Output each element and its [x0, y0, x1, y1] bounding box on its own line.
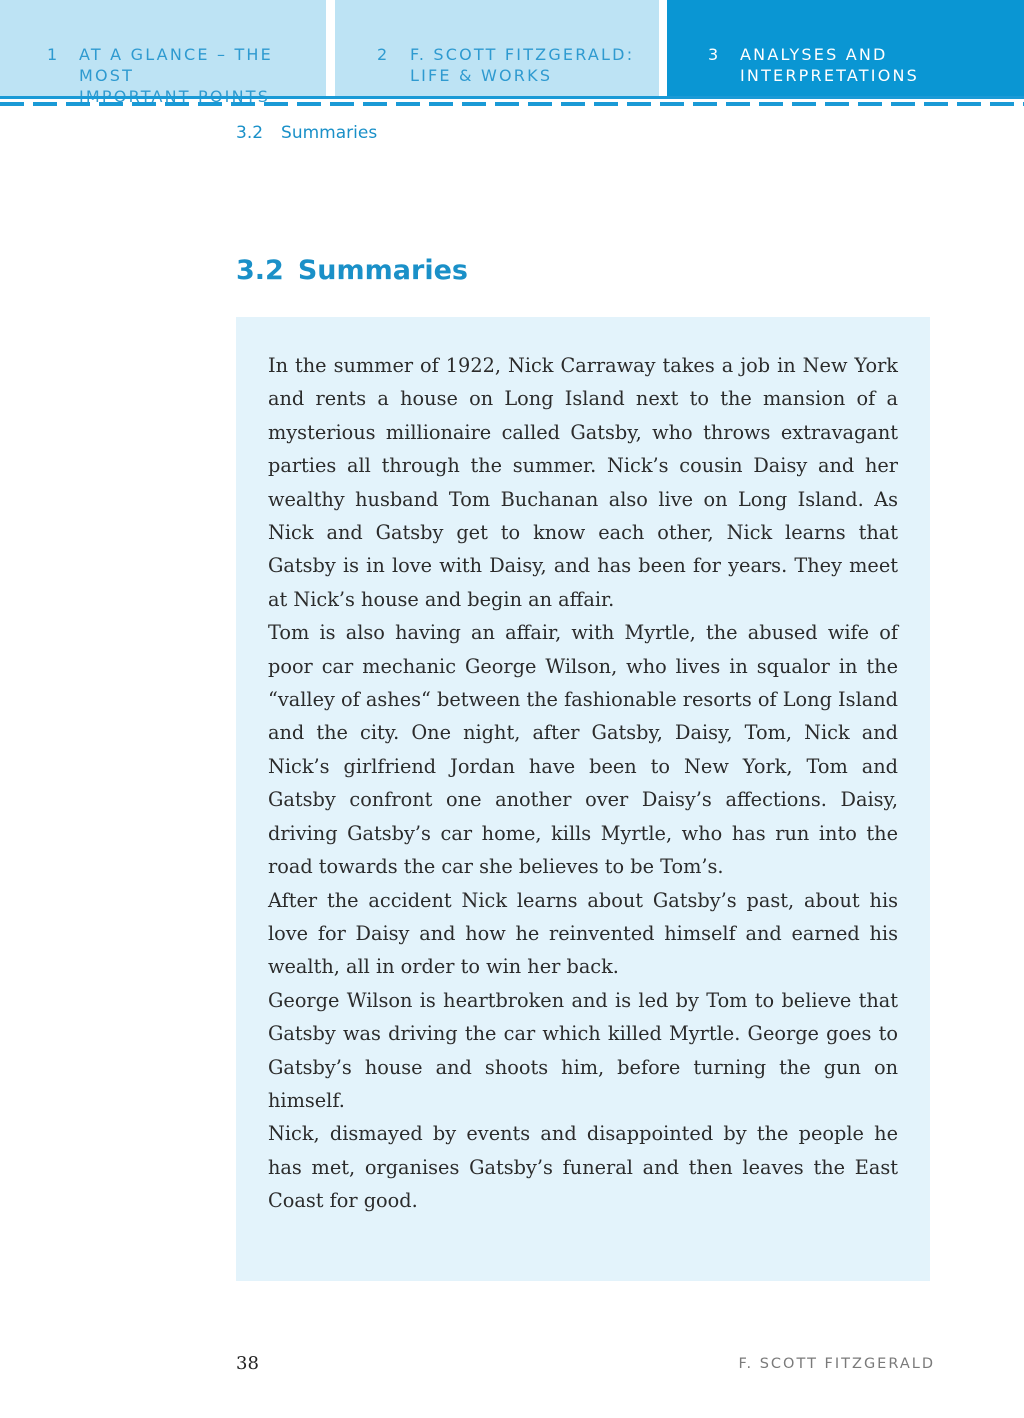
tab-at-a-glance[interactable]	[0, 0, 326, 96]
tab-label: ANALYSES AND INTERPRETATIONS	[740, 45, 920, 85]
summary-paragraph: Tom is also having an affair, with Myrtle, the abused wife of poor car mechanic George Wilson, who lives in squalor in the “valley of ashes“ between the fashionable resorts of Long Island and the city. One night, after Gatsby, Daisy, Tom, Nick and Nick’s girlfriend Jordan have been to New York, Tom and Gatsby confront one another over Daisy’s affections. Daisy, driving Gatsby’s car home, kills Myrtle, who has run into the road towards the car she believes to be Tom’s.	[268, 621, 898, 879]
tab-fitzgerald-life-works[interactable]	[335, 0, 659, 96]
breadcrumb-title: Summaries	[281, 123, 378, 143]
breadcrumb	[236, 123, 377, 143]
summary-paragraph: In the summer of 1922, Nick Carraway takes a job in New York and rents a house on Long Island next to the mansion of a mysterious millionaire called Gatsby, who throws extravagant parties all through the summer. Nick’s cousin Daisy and her wealthy husband Tom Buchanan also live on Long Island. As Nick and Gatsby get to know each other, Nick learns that Gatsby is in love with Daisy, and has been for years. They meet at Nick’s house and begin an affair.	[268, 354, 898, 611]
tab-analyses-interpretations[interactable]	[667, 0, 1024, 96]
summary-paragraph: After the accident Nick learns about Gatsby’s past, about his love for Daisy and how he reinvented himself and earned his wealth, all in order to win her back.	[268, 888, 898, 979]
tab-number: 2	[377, 45, 390, 64]
tab-number: 3	[708, 45, 721, 64]
tab-label: AT A GLANCE – THE MOST	[79, 45, 273, 85]
header-dashed-rule	[0, 102, 1024, 106]
running-footer: F. SCOTT FITZGERALD	[738, 1356, 935, 1372]
page-number: 38	[236, 1353, 259, 1374]
tab-number: 1	[47, 45, 60, 64]
breadcrumb-number: 3.2	[236, 123, 264, 143]
header-rule	[0, 96, 1024, 99]
chapter-tabs	[0, 0, 1024, 96]
tab-label: F. SCOTT FITZGERALD: LIFE & WORKS	[410, 45, 635, 85]
summary-paragraph: Nick, dismayed by events and disappointed by the people he has met, organises Gatsby’s funeral and then leaves the East Coast for good.	[268, 1122, 898, 1213]
section-heading	[236, 255, 468, 286]
summary-paragraph: George Wilson is heartbroken and is led by Tom to believe that Gatsby was driving the car which killed Myrtle. George goes to Gatsby’s house and shoots him, before turning the gun on himself.	[268, 988, 898, 1112]
summary-box	[236, 317, 930, 1281]
section-title: Summaries	[297, 255, 468, 286]
section-number: 3.2	[236, 255, 284, 286]
